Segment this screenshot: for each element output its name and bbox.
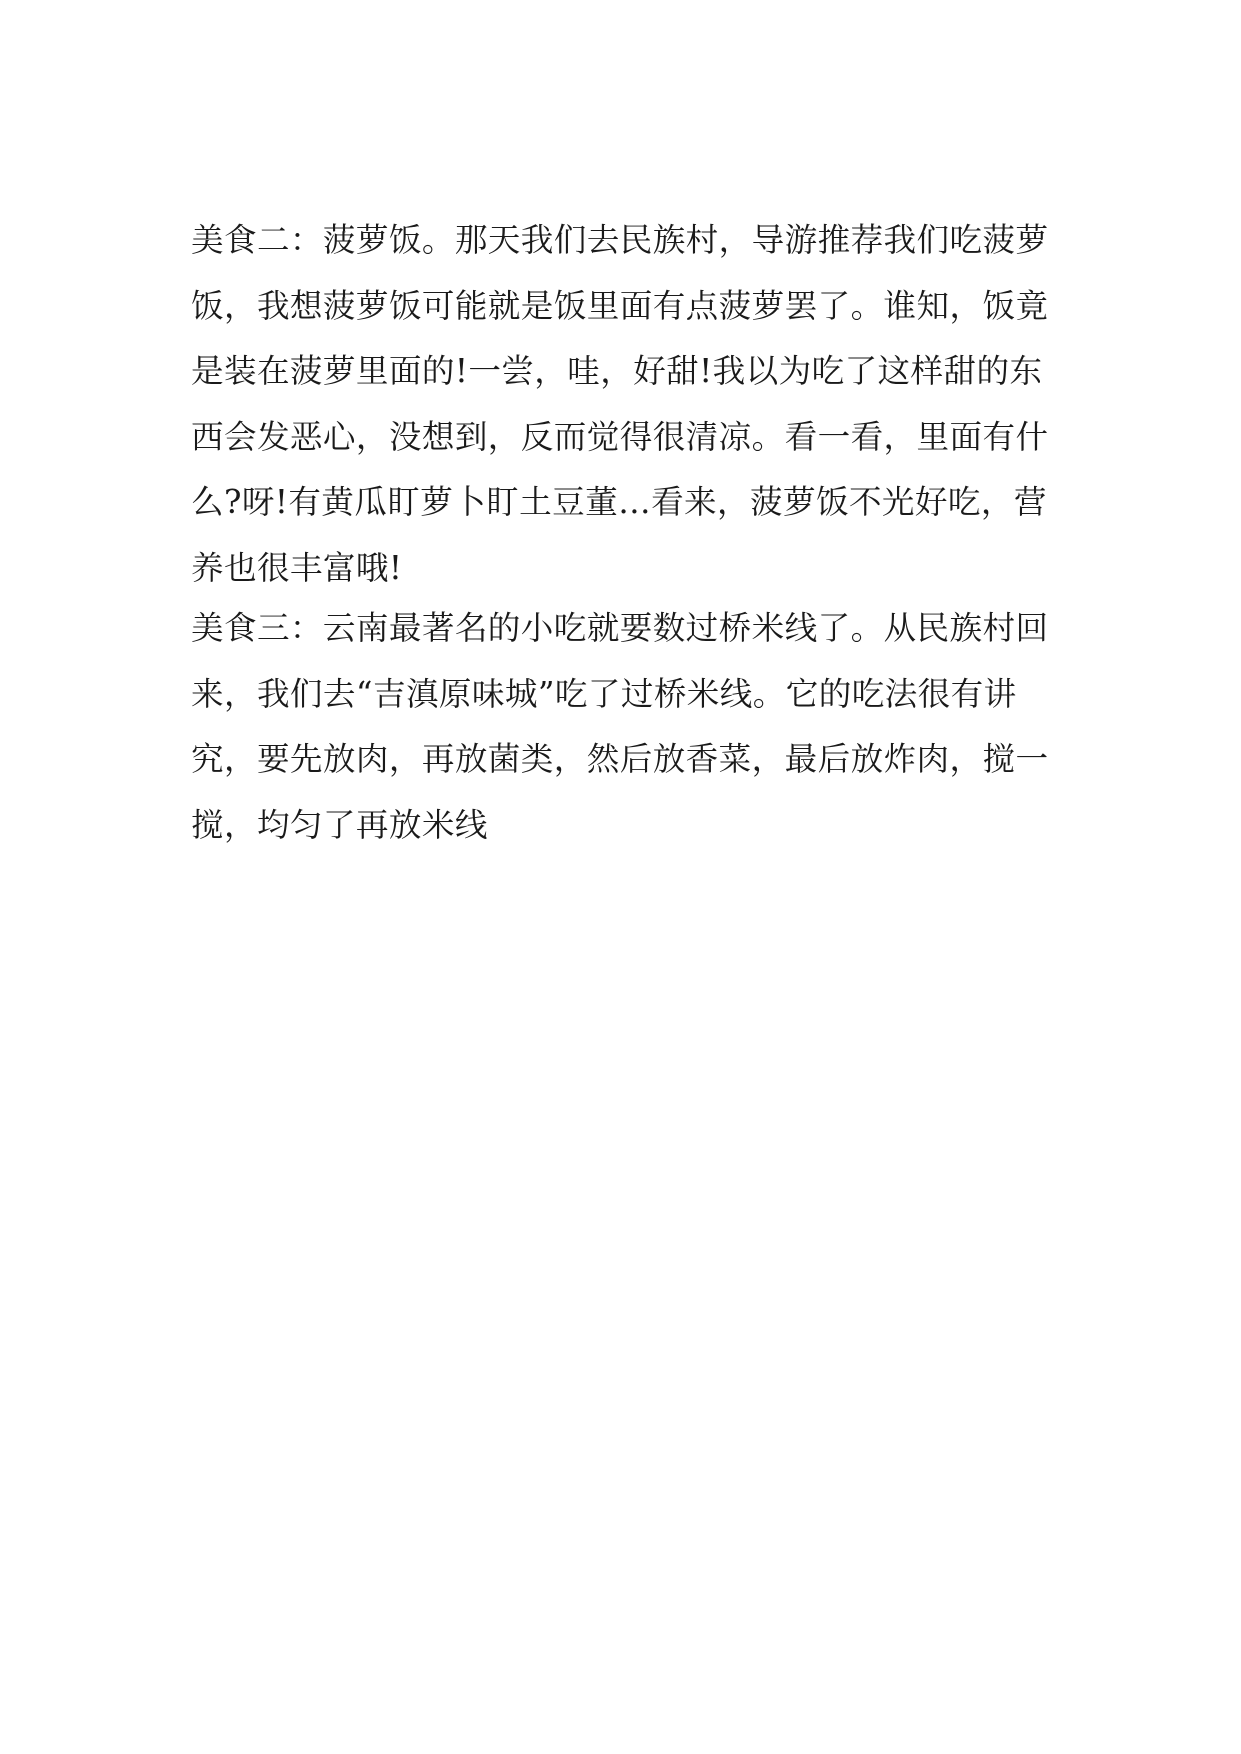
text-line: 是装在菠萝里面的!一尝，哇，好甜!我以为吃了这样甜的东 — [191, 352, 1043, 390]
text-line: 来，我们去“吉滇原味城”吃了过桥米线。它的吃法很有讲 — [191, 674, 1017, 713]
paragraph-pineapple-rice — [191, 208, 1051, 601]
text-line: 饭，我想菠萝饭可能就是饭里面有点菠萝罢了。谁知，饭竟 — [191, 286, 1049, 325]
text-line: 西会发恶心，没想到，反而觉得很清凉。看一看，里面有什 — [191, 417, 1049, 456]
paragraph-crossing-bridge-noodles — [191, 596, 1051, 858]
text-line: 搅，均匀了再放米线 — [191, 805, 488, 844]
text-line: 么?呀!有黄瓜盯萝卜盯土豆董…看来，菠萝饭不光好吃，营 — [191, 483, 1047, 521]
text-line: 养也很丰富哦! — [191, 548, 403, 587]
text-line: 美食三：云南最著名的小吃就要数过桥米线了。从民族村回 — [191, 609, 1049, 647]
text-line: 究，要先放肉，再放菌类，然后放香菜，最后放炸肉，搅一 — [191, 740, 1049, 778]
text-line: 美食二：菠萝饭。那天我们去民族村，导游推荐我们吃菠萝 — [191, 221, 1049, 259]
